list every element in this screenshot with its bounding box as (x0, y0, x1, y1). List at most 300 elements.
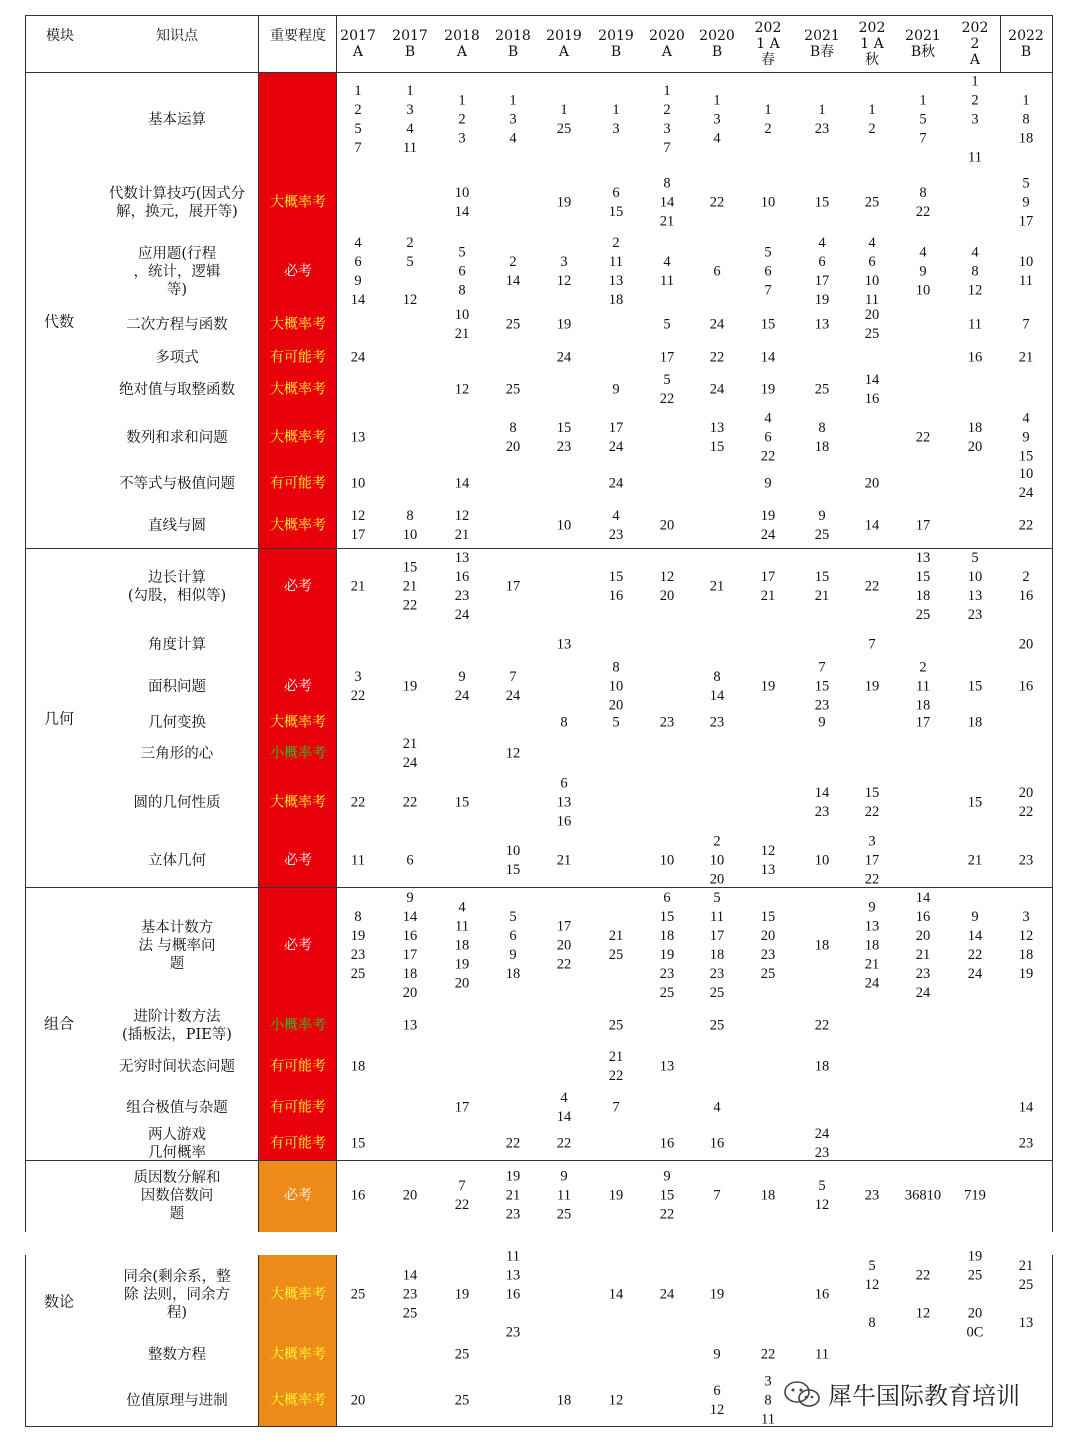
problem-numbers: 9 (818, 714, 826, 731)
problem-numbers: 14 (454, 475, 470, 492)
section-border (25, 887, 1053, 888)
problem-numbers: 13 (556, 636, 572, 653)
problem-numbers: 4 6 22 (760, 410, 776, 464)
problem-numbers: 16 (967, 349, 983, 365)
problem-numbers: 1 2 3 11 (968, 73, 982, 165)
topic-label: 基本运算 (148, 111, 206, 128)
problem-numbers: 19 (864, 678, 880, 694)
problem-numbers: 2 16 (1018, 568, 1034, 604)
problem-numbers: 10 21 (454, 307, 470, 342)
section-border (25, 548, 1053, 549)
table-gap (25, 1232, 1053, 1255)
problem-numbers: 14 (760, 349, 776, 365)
column-border (258, 1255, 259, 1426)
topic-label: 两人游戏 几何概率 (148, 1127, 206, 1161)
problem-numbers: 6 13 16 (556, 775, 572, 829)
header-module: 模块 (46, 28, 74, 44)
problem-numbers: 17 (659, 349, 675, 365)
problem-numbers: 14 16 (864, 372, 880, 407)
problem-numbers: 22 (814, 1017, 830, 1034)
problem-numbers: 9 25 (814, 507, 830, 543)
problem-numbers: 19 (760, 381, 776, 398)
problem-numbers: 12 (454, 381, 470, 398)
problem-numbers: 14 16 20 21 23 24 (915, 890, 931, 1001)
problem-numbers: 22 (864, 578, 880, 594)
problem-numbers: 22 (402, 794, 418, 810)
problem-numbers: 5 11 17 18 23 25 (709, 890, 725, 1001)
problem-numbers: 25 (454, 1392, 470, 1408)
problem-numbers: 22 (709, 194, 725, 210)
problem-numbers: 1 3 4 11 (403, 82, 417, 156)
column-border (336, 15, 337, 1232)
problem-numbers: 6 15 18 19 23 25 (659, 890, 675, 1001)
table-right-border (1052, 1255, 1053, 1426)
problem-numbers: 19 (454, 1286, 470, 1303)
watermark-text: 犀牛国际教育培训 (828, 1382, 1020, 1410)
problem-numbers: 2 11 18 (915, 659, 931, 713)
problem-numbers: 1 5 7 (919, 92, 927, 146)
topic-label: 数列和求和问题 (126, 429, 228, 446)
problem-numbers: 4 11 (660, 253, 674, 289)
problem-numbers: 8 14 21 (659, 175, 675, 229)
header-exam-6: 2020 A (649, 28, 685, 60)
problem-numbers: 719 (964, 1187, 986, 1204)
problem-numbers: 7 24 (505, 668, 521, 704)
topic-label: 几何变换 (148, 715, 206, 731)
importance-badge: 小概率考 (270, 1017, 326, 1034)
importance-badge: 大概率考 (270, 194, 326, 210)
header-exam-8: 202 1 A 春 (754, 20, 782, 68)
problem-numbers: 1 8 18 (1018, 92, 1034, 146)
header-knowledge: 知识点 (156, 28, 198, 44)
problem-numbers: 20 (864, 475, 880, 492)
problem-numbers: 15 (967, 678, 983, 694)
topic-label: 应用题(行程 ，统计，逻辑 等) (133, 245, 221, 298)
problem-numbers: 18 20 (967, 419, 983, 455)
problem-numbers: 8 10 20 (608, 659, 624, 713)
problem-numbers: 22 (1018, 517, 1034, 533)
problem-numbers: 10 24 (1018, 466, 1034, 501)
problem-numbers: 16 (1018, 678, 1034, 694)
problem-numbers: 14 (1018, 1099, 1034, 1115)
problem-numbers: 12 (608, 1392, 624, 1408)
problem-numbers: 17 (505, 578, 521, 594)
problem-numbers: 8 10 (402, 507, 418, 543)
problem-numbers: 1 2 5 7 (354, 82, 362, 156)
topic-label: 基本计数方 法 与概率问 题 (138, 920, 216, 972)
problem-numbers: 19 (760, 678, 776, 694)
problem-numbers: 16 (709, 1135, 725, 1152)
problem-numbers: 20 (402, 1187, 418, 1204)
problem-numbers: 16 (814, 1286, 830, 1303)
problem-numbers: 17 21 (760, 568, 776, 604)
importance-badge: 大概率考 (270, 517, 326, 533)
header-exam-7: 2020 B (699, 28, 735, 60)
header-exam-0: 2017 A (340, 28, 376, 60)
topic-label: 圆的几何性质 (133, 794, 221, 811)
module-name: 几何 (43, 709, 75, 728)
problem-numbers: 4 14 (556, 1089, 572, 1125)
module-name: 数论 (43, 1292, 75, 1311)
problem-numbers: 25 (864, 194, 880, 210)
problem-numbers: 13 16 23 24 (454, 549, 470, 623)
problem-numbers: 1 2 3 7 (663, 82, 671, 156)
problem-numbers: 8 19 23 25 (350, 909, 366, 982)
problem-numbers: 21 (967, 852, 983, 869)
problem-numbers: 23 (659, 714, 675, 731)
watermark (782, 1376, 1020, 1411)
topic-label: 边长计算 (勾股，相似等) (127, 569, 227, 604)
problem-numbers: 15 (814, 194, 830, 210)
problem-numbers: 22 (915, 429, 931, 445)
problem-numbers: 6 15 (608, 184, 624, 220)
problem-numbers: 9 (612, 381, 620, 398)
problem-numbers: 3 12 (556, 253, 572, 289)
problem-numbers: 24 (556, 349, 572, 365)
problem-numbers: 19 (556, 316, 572, 333)
problem-numbers: 1 2 3 (458, 92, 466, 146)
topic-label: 绝对值与取整函数 (119, 382, 235, 398)
problem-numbers: 10 14 (454, 184, 470, 220)
problem-numbers: 5 6 8 (458, 244, 466, 298)
problem-numbers: 4 9 15 (1018, 410, 1034, 464)
header-top-border (25, 15, 1053, 16)
problem-numbers: 1 3 4 (509, 92, 517, 146)
importance-badge: 有可能考 (270, 1058, 326, 1075)
problem-numbers: 15 (760, 316, 776, 333)
module-name: 组合 (43, 1014, 75, 1033)
problem-numbers: 3 17 22 (864, 833, 880, 888)
problem-numbers: 9 11 25 (556, 1168, 572, 1223)
problem-numbers: 10 (556, 517, 572, 533)
problem-numbers: 13 (659, 1058, 675, 1075)
topic-label: 质因数分解和 因数倍数问 题 (133, 1170, 221, 1222)
problem-numbers: 22 (709, 349, 725, 365)
problem-numbers: 14 (608, 1286, 624, 1303)
problem-numbers: 1 2 (764, 101, 772, 137)
problem-numbers: 13 15 (709, 419, 725, 455)
problem-numbers: 21 25 13 (1018, 1258, 1034, 1331)
header-importance: 重要程度 (270, 28, 326, 44)
problem-numbers: 9 15 22 (659, 1168, 675, 1223)
problem-numbers: 24 (608, 475, 624, 492)
problem-numbers: 25 (814, 381, 830, 398)
importance-badge: 大概率考 (270, 316, 326, 333)
importance-badge: 大概率考 (270, 714, 326, 731)
header-exam-2: 2018 A (444, 28, 480, 60)
importance-badge: 必考 (284, 678, 312, 694)
problem-numbers: 21 24 (402, 736, 418, 771)
importance-badge: 必考 (284, 1187, 312, 1204)
topic-label: 代数计算技巧(因式分 解，换元，展开等) (108, 185, 246, 220)
topic-label: 整数方程 (148, 1347, 206, 1363)
problem-numbers: 10 (350, 475, 366, 492)
problem-numbers: 19 21 23 (505, 1168, 521, 1223)
problem-numbers: 4 6 17 19 (814, 234, 830, 308)
problem-numbers: 23 (864, 1187, 880, 1204)
problem-numbers: 5 9 17 (1018, 175, 1034, 229)
header-exam-11: 2021 B秋 (905, 28, 941, 60)
problem-numbers: 19 (556, 194, 572, 210)
problem-numbers: 5 (612, 714, 620, 731)
problem-numbers: 8 22 (915, 184, 931, 220)
problem-numbers: 5 10 13 23 (967, 549, 983, 623)
importance-badge: 大概率考 (270, 381, 326, 398)
header-exam-10: 202 1 A 秋 (858, 20, 886, 68)
problem-numbers: 4 6 10 11 (864, 234, 880, 308)
importance-badge: 大概率考 (270, 794, 326, 810)
problem-numbers: 7 15 23 (814, 659, 830, 713)
header-exam-4: 2019 A (546, 28, 582, 60)
problem-numbers: 3 22 (350, 668, 366, 704)
problem-numbers: 3 8 11 (761, 1373, 775, 1427)
header-exam-1: 2017 B (392, 28, 428, 60)
problem-numbers: 4 (713, 1099, 721, 1115)
problem-numbers: 25 (454, 1346, 470, 1363)
problem-numbers: 13 (402, 1017, 418, 1034)
problem-numbers: 13 (350, 429, 366, 445)
problem-numbers: 1 3 (612, 101, 620, 137)
header-exam-3: 2018 B (495, 28, 531, 60)
problem-numbers: 15 16 (608, 568, 624, 604)
problem-numbers: 24 23 (814, 1126, 830, 1161)
problem-numbers: 2 5 12 (402, 234, 418, 308)
topic-label: 进阶计数方法 (插板法，PIE等) (122, 1009, 232, 1043)
problem-numbers: 11 (351, 852, 365, 869)
problem-numbers: 9 (713, 1346, 721, 1363)
problem-numbers: 20 (1018, 636, 1034, 653)
problem-numbers: 5 12 (814, 1178, 830, 1213)
problem-numbers: 16 (659, 1135, 675, 1152)
problem-numbers: 24 (659, 1286, 675, 1303)
problem-numbers: 25 (505, 381, 521, 398)
problem-numbers: 20 (350, 1392, 366, 1408)
problem-numbers: 8 (560, 714, 568, 731)
topic-label: 多项式 (155, 349, 199, 366)
topic-label: 同余(剩余系，整 除 法则，同余方 程) (123, 1269, 231, 1321)
problem-numbers: 17 (915, 517, 931, 533)
problem-numbers: 7 (713, 1187, 721, 1204)
importance-badge: 大概率考 (270, 429, 326, 445)
problem-numbers: 5 6 7 (764, 244, 772, 298)
topic-label: 角度计算 (148, 637, 206, 653)
problem-numbers: 5 22 (659, 372, 675, 407)
importance-badge: 有可能考 (270, 1135, 326, 1152)
problem-numbers: 21 (709, 578, 725, 594)
problem-numbers: 22 (505, 1135, 521, 1152)
problem-numbers: 8 18 (814, 419, 830, 455)
problem-numbers: 15 (967, 794, 983, 810)
problem-numbers: 1 3 4 (713, 92, 721, 146)
problem-numbers: 18 (814, 937, 830, 954)
importance-badge: 必考 (284, 263, 312, 279)
header-bottom-border (25, 72, 1053, 73)
problem-numbers: 9 14 22 24 (967, 909, 983, 982)
problem-numbers: 9 14 16 17 18 20 (402, 890, 418, 1001)
problem-numbers: 4 6 9 14 (350, 234, 366, 308)
problem-numbers: 22 12 (915, 1267, 931, 1322)
table-bottom-border (25, 1426, 1053, 1427)
problem-numbers: 16 (350, 1187, 366, 1204)
problem-numbers: 10 15 (505, 843, 521, 878)
problem-numbers: 17 24 (608, 419, 624, 455)
problem-numbers: 20 22 (1018, 784, 1034, 820)
problem-numbers: 15 (350, 1135, 366, 1152)
problem-numbers: 1 23 (814, 101, 830, 137)
problem-numbers: 7 (612, 1099, 620, 1115)
column-border (258, 15, 259, 1232)
problem-numbers: 17 (454, 1099, 470, 1115)
problem-numbers: 10 (814, 852, 830, 869)
problem-numbers: 18 (760, 1187, 776, 1204)
problem-numbers: 10 11 (1018, 253, 1034, 289)
problem-numbers: 19 24 (760, 507, 776, 543)
problem-numbers: 5 (663, 316, 671, 333)
importance-fill-red (258, 72, 336, 1160)
problem-numbers: 6 (406, 852, 414, 869)
importance-badge: 大概率考 (270, 1392, 326, 1408)
problem-numbers: 23 (1018, 1135, 1034, 1152)
importance-badge: 必考 (284, 578, 312, 594)
header-exam-12: 202 2 A (961, 20, 989, 68)
problem-numbers: 18 (814, 1058, 830, 1075)
problem-numbers: 6 (713, 263, 721, 279)
problem-numbers: 25 (505, 316, 521, 333)
problem-numbers: 15 22 (864, 784, 880, 820)
problem-numbers: 4 11 18 19 20 (454, 899, 470, 992)
problem-numbers: 2 14 (505, 253, 521, 289)
problem-numbers: 15 23 (556, 419, 572, 455)
topic-label: 位值原理与进制 (126, 1392, 228, 1409)
problem-numbers: 9 (764, 475, 772, 492)
problem-numbers: 11 (968, 316, 982, 333)
header-exam-5: 2019 B (598, 28, 634, 60)
problem-numbers: 1 25 (556, 101, 572, 137)
problem-numbers: 1 2 (868, 101, 876, 137)
problem-numbers: 25 (709, 1017, 725, 1034)
problem-numbers: 21 25 (608, 928, 624, 963)
problem-numbers: 20 25 (864, 307, 880, 342)
problem-numbers: 13 15 18 25 (915, 549, 931, 623)
problem-numbers: 2 11 13 18 (608, 234, 624, 308)
problem-numbers: 21 (1018, 349, 1034, 365)
table-right-border (1052, 15, 1053, 1232)
problem-numbers: 4 23 (608, 507, 624, 543)
problem-numbers: 8 14 (709, 668, 725, 704)
problem-numbers: 22 (760, 1346, 776, 1363)
problem-numbers: 4 9 10 (915, 244, 931, 298)
header-exam-13: 2022 B (1008, 28, 1044, 60)
module-name: 代数 (43, 312, 75, 331)
problem-numbers: 4 8 12 (967, 244, 983, 298)
problem-numbers: 36810 (904, 1187, 942, 1204)
topic-label: 三角形的心 (140, 746, 214, 762)
problem-numbers: 18 (556, 1392, 572, 1408)
importance-badge: 小概率考 (270, 745, 326, 762)
importance-badge: 必考 (284, 937, 312, 954)
column-border (336, 1255, 337, 1426)
problem-numbers: 18 (967, 714, 983, 731)
problem-numbers: 6 12 (709, 1382, 725, 1418)
problem-numbers: 12 (505, 745, 521, 762)
problem-numbers: 3 12 18 19 (1018, 909, 1034, 982)
problem-numbers: 12 13 (760, 843, 776, 878)
problem-numbers: 24 (350, 349, 366, 365)
problem-numbers: 19 (709, 1286, 725, 1303)
wechat-icon (782, 1379, 822, 1409)
problem-numbers: 25 (608, 1017, 624, 1034)
problem-numbers: 17 20 22 (556, 918, 572, 973)
problem-numbers: 5 12 8 (864, 1258, 880, 1331)
problem-numbers: 22 (556, 1135, 572, 1152)
problem-numbers: 11 13 16 23 (505, 1248, 521, 1341)
problem-numbers: 12 17 (350, 507, 366, 543)
problem-numbers: 15 21 (814, 568, 830, 604)
table-left-border (25, 1255, 26, 1426)
problem-numbers: 19 (402, 678, 418, 694)
problem-numbers: 12 20 (659, 568, 675, 604)
problem-numbers: 23 (709, 714, 725, 731)
topic-label: 不等式与极值问题 (119, 476, 235, 492)
problem-numbers: 24 (709, 316, 725, 333)
problem-numbers: 14 23 25 (402, 1267, 418, 1322)
importance-badge: 有可能考 (270, 475, 326, 492)
importance-badge: 必考 (284, 852, 312, 869)
problem-numbers: 21 (350, 578, 366, 594)
importance-badge: 有可能考 (270, 1099, 326, 1115)
problem-numbers: 15 (454, 794, 470, 810)
problem-numbers: 11 (815, 1346, 829, 1363)
problem-numbers: 7 22 (454, 1178, 470, 1213)
importance-badge: 大概率考 (270, 1286, 326, 1303)
importance-badge: 大概率考 (270, 1346, 326, 1363)
problem-numbers: 20 (659, 517, 675, 533)
problem-numbers: 19 (608, 1187, 624, 1204)
problem-numbers: 7 (868, 636, 876, 653)
header-exam-9: 2021 B春 (804, 28, 840, 60)
problem-numbers: 19 25 20 0C (966, 1248, 984, 1341)
problem-numbers: 12 21 (454, 507, 470, 543)
problem-numbers: 21 (556, 852, 572, 869)
problem-numbers: 2 10 20 (709, 833, 725, 888)
problem-numbers: 10 (659, 852, 675, 869)
problem-numbers: 5 6 9 18 (505, 909, 521, 982)
topic-label: 二次方程与函数 (126, 317, 228, 333)
problem-numbers: 9 24 (454, 668, 470, 704)
problem-numbers: 8 20 (505, 419, 521, 455)
importance-badge: 有可能考 (270, 349, 326, 365)
problem-numbers: 21 22 (608, 1049, 624, 1084)
topic-label: 组合极值与杂题 (126, 1099, 228, 1116)
problem-numbers: 10 (760, 194, 776, 210)
problem-numbers: 15 20 23 25 (760, 909, 776, 982)
problem-numbers: 15 21 22 (402, 559, 418, 613)
topic-label: 无穷时间状态问题 (119, 1059, 235, 1075)
problem-numbers: 14 23 (814, 784, 830, 820)
problem-numbers: 7 (1022, 316, 1030, 333)
problem-numbers: 9 13 18 21 24 (864, 899, 880, 992)
problem-numbers: 22 (350, 794, 366, 810)
problem-numbers: 17 (915, 714, 931, 731)
topic-label: 面积问题 (148, 678, 206, 695)
problem-numbers: 18 (350, 1058, 366, 1075)
problem-numbers: 14 (864, 517, 880, 533)
topic-label: 立体几何 (148, 853, 206, 869)
table-left-border (25, 15, 26, 1232)
header-divider (1000, 15, 1001, 72)
problem-numbers: 13 (814, 316, 830, 333)
problem-numbers: 24 (709, 381, 725, 398)
